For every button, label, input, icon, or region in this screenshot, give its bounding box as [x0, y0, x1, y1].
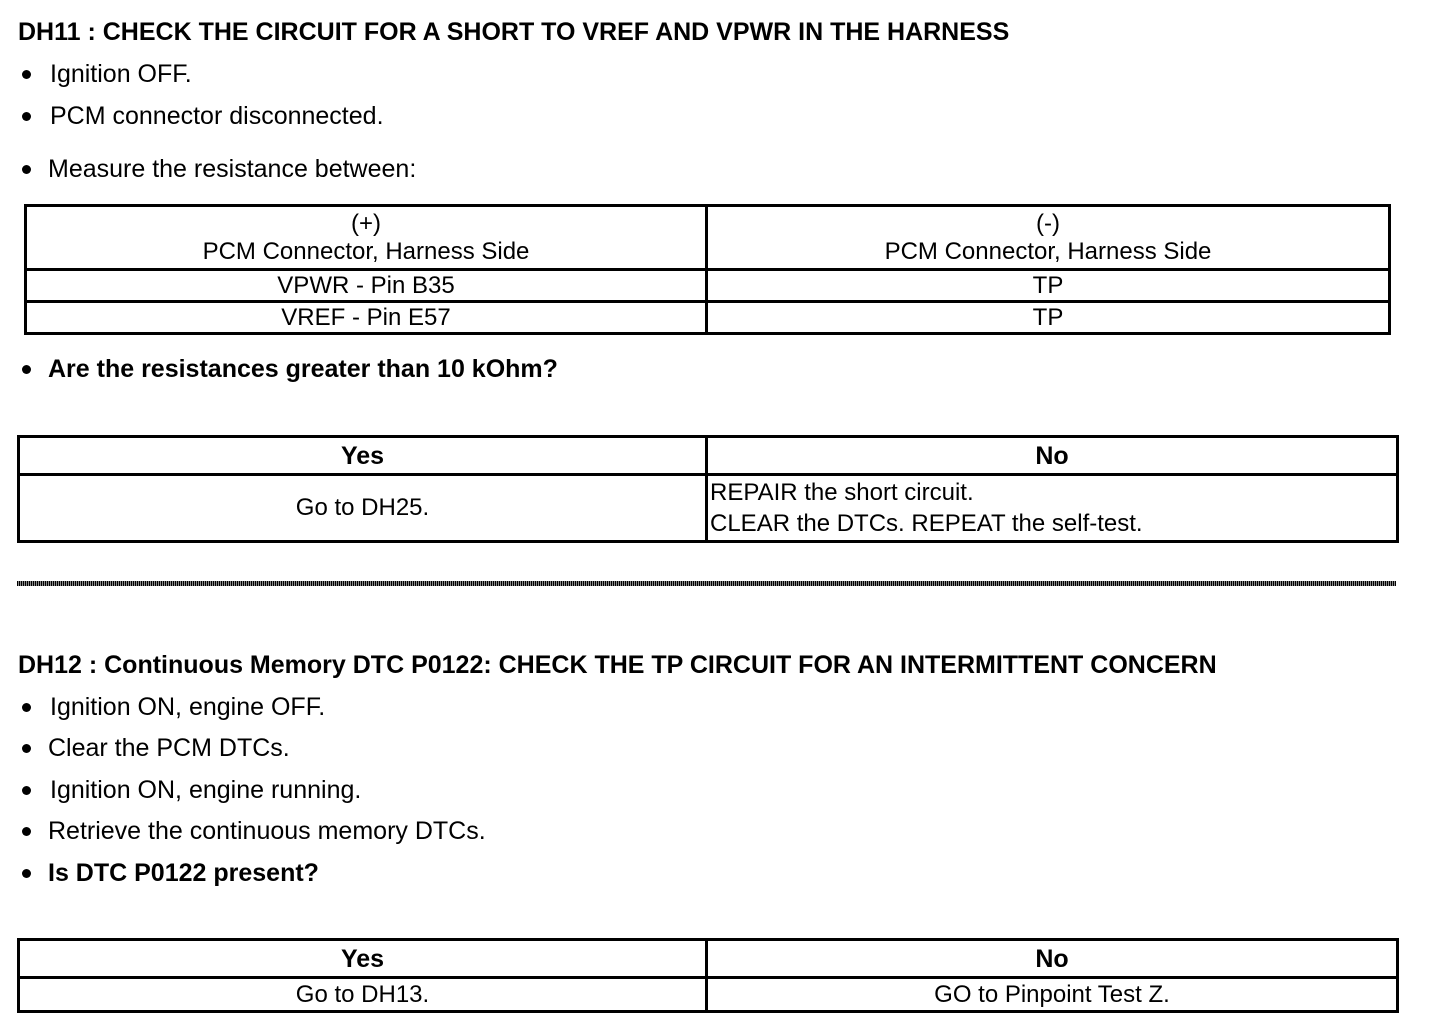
yes-header: Yes	[19, 437, 707, 475]
decision-row	[19, 978, 1398, 1012]
yes-action: Go to DH25.	[19, 475, 707, 542]
dh11-title: DH11 : CHECK THE CIRCUIT FOR A SHORT TO VREF AND VPWR IN THE HARNESS	[18, 18, 1010, 46]
yes-action: Go to DH13.	[19, 978, 707, 1012]
question-text: Is DTC P0122 present?	[48, 859, 319, 887]
bullet-icon	[22, 786, 31, 795]
minus-cell: TP	[707, 270, 1390, 302]
bullet-icon	[22, 70, 31, 79]
bullet-icon	[22, 112, 31, 121]
no-action-cell	[707, 475, 1398, 542]
decision-row	[19, 475, 1398, 542]
step-text: Ignition OFF.	[50, 60, 192, 88]
question-text: Are the resistances greater than 10 kOhm?	[48, 355, 558, 383]
minus-header-cell	[707, 206, 1390, 270]
bullet-icon	[22, 703, 31, 712]
decision-header-row	[19, 437, 1398, 475]
step-text: PCM connector disconnected.	[50, 102, 384, 130]
no-action-line: REPAIR the short circuit.	[710, 479, 974, 506]
decision-header-row	[19, 940, 1398, 978]
table-row	[26, 302, 1390, 334]
step-text: Measure the resistance between:	[48, 155, 417, 183]
plus-cell: VPWR - Pin B35	[26, 270, 707, 302]
plus-cell: VREF - Pin E57	[26, 302, 707, 334]
plus-sign: (+)	[351, 209, 381, 237]
no-action-line: CLEAR the DTCs. REPEAT the self-test.	[710, 510, 1143, 537]
table-row	[26, 270, 1390, 302]
no-action: GO to Pinpoint Test Z.	[707, 978, 1398, 1012]
bullet-icon	[22, 365, 31, 374]
minus-cell: TP	[707, 302, 1390, 334]
dh12-decision-table	[17, 938, 1399, 1013]
bullet-icon	[22, 744, 31, 753]
minus-sign: (-)	[1036, 209, 1060, 237]
dh12-title: DH12 : Continuous Memory DTC P0122: CHECK THE TP CIRCUIT FOR AN INTERMITTENT CONCERN	[18, 651, 1217, 679]
plus-header: PCM Connector, Harness Side	[202, 237, 530, 265]
bullet-icon	[22, 827, 31, 836]
step-text: Ignition ON, engine running.	[50, 776, 362, 804]
no-header: No	[707, 940, 1398, 978]
bullet-icon	[22, 165, 31, 174]
yes-header: Yes	[19, 940, 707, 978]
bullet-icon	[22, 869, 31, 878]
measure-table	[24, 204, 1391, 335]
minus-header: PCM Connector, Harness Side	[884, 237, 1212, 265]
step-text: Ignition ON, engine OFF.	[50, 693, 326, 721]
plus-header-cell	[26, 206, 707, 270]
no-header: No	[707, 437, 1398, 475]
section-divider	[17, 581, 1396, 586]
step-text: Retrieve the continuous memory DTCs.	[48, 817, 486, 845]
dh11-decision-table	[17, 435, 1399, 543]
table-header-row	[26, 206, 1390, 270]
step-text: Clear the PCM DTCs.	[48, 734, 290, 762]
